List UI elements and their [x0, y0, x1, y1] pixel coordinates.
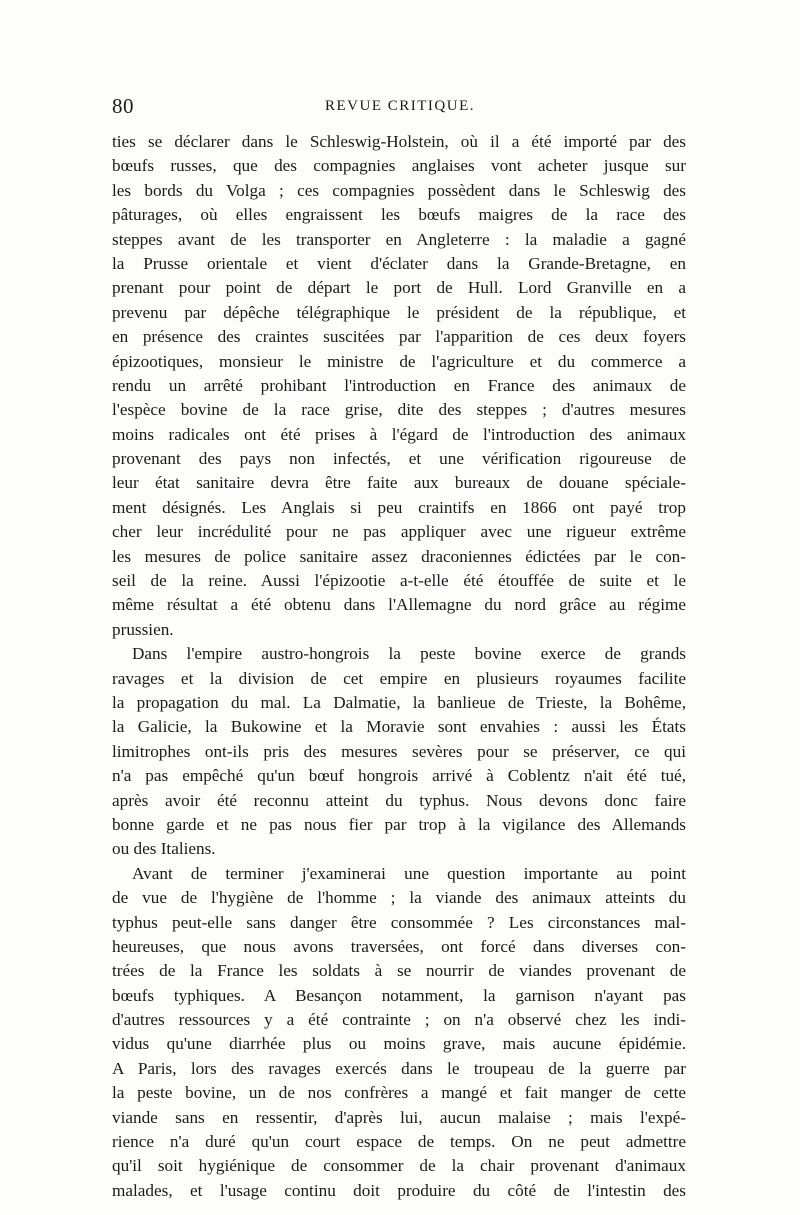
text-line: ment désignés. Les Anglais si peu craintifs en 1866 ont payé trop [112, 497, 686, 517]
text-line: la Prusse orientale et vient d'éclater dans la Grande-Bretagne, en [112, 253, 686, 273]
text-line: heureuses, que nous avons traversées, ont forcé dans diverses con- [112, 936, 686, 956]
running-title: REVUE CRITIQUE. [325, 98, 475, 114]
text-line: prenant pour point de départ le port de Hull. Lord Granville en a [112, 278, 686, 298]
text-line: leur état sanitaire devra être faite aux bureaux de douane spéciale- [112, 473, 686, 493]
text-line: bœufs typhiques. A Besançon notamment, la garnison n'ayant pas [112, 985, 686, 1005]
text-line: la Galicie, la Bukowine et la Moravie sont envahies : aussi les États [112, 717, 686, 737]
text-line: la propagation du mal. La Dalmatie, la banlieue de Trieste, la Bohême, [112, 692, 686, 712]
text-line: après avoir été reconnu atteint du typhus. Nous devons donc faire [112, 790, 686, 810]
text-line: Dans l'empire austro-hongrois la peste bovine exerce de grands [132, 644, 686, 664]
text-line: provenant des pays non infectés, et une vérification rigoureuse de [112, 449, 686, 469]
text-line: limitrophes ont-ils pris des mesures sevères pour se préserver, ce qui [112, 741, 686, 761]
text-line: Avant de terminer j'examinerai une question importante au point [132, 863, 686, 883]
page-number: 80 [112, 94, 134, 118]
text-line: l'espèce bovine de la race grise, dite des steppes ; d'autres mesures [112, 400, 686, 420]
text-line: ties se déclarer dans le Schleswig-Holstein, où il a été importé par des [112, 132, 686, 151]
text-line: rendu un arrêté prohibant l'introduction en France des animaux de [112, 375, 686, 395]
text-line: épizootiques, monsieur le ministre de l'agriculture et du commerce a [112, 351, 686, 371]
text-line: viande sans en ressentir, d'après lui, aucun malaise ; mais l'expé- [112, 1107, 686, 1127]
text-line: qu'il soit hygiénique de consommer de la chair provenant d'animaux [112, 1156, 686, 1176]
text-line: en présence des craintes suscitées par l'apparition de ces deux foyers [112, 327, 686, 347]
text-line: typhus peut-elle sans danger être consommée ? Les circonstances mal- [112, 912, 686, 932]
text-line: vidus qu'une diarrhée plus ou moins grave, mais aucune épidémie. [112, 1034, 686, 1054]
text-line: bonne garde et ne pas nous fier par trop à la vigilance des Allemands [112, 814, 686, 834]
text-line: prevenu par dépêche télégraphique le président de la république, et [112, 302, 686, 322]
text-line: ravages et la division de cet empire en plusieurs royaumes facilite [112, 668, 686, 688]
text-line: bœufs russes, que des compagnies anglaises vont acheter jusque sur [112, 156, 686, 176]
text-line: A Paris, lors des ravages exercés dans le troupeau de la guerre par [112, 1058, 686, 1078]
text-line: steppes avant de les transporter en Angleterre : la maladie a gagné [112, 229, 686, 249]
text-line: trées de la France les soldats à se nourrir de viandes provenant de [112, 961, 686, 981]
page-header [112, 94, 688, 124]
text-line: les bords du Volga ; ces compagnies possèdent dans le Schleswig des [112, 180, 686, 200]
text-line: de vue de l'hygiène de l'homme ; la viande des animaux atteints du [112, 888, 686, 908]
text-line: malades, et l'usage continu doit produire du côté de l'intestin des [112, 1180, 686, 1200]
body-text [112, 130, 686, 1203]
text-line: prussien. [112, 619, 174, 639]
text-line: n'a pas empêché qu'un bœuf hongrois arrivé à Coblentz n'ait été tué, [112, 766, 686, 786]
text-line: moins radicales ont été prises à l'égard de l'introduction des animaux [112, 424, 686, 444]
text-line: la peste bovine, un de nos confrères a mangé et fait manger de cette [112, 1083, 686, 1103]
text-line: pâturages, où elles engraissent les bœufs maigres de la race des [112, 205, 686, 225]
text-line: rience n'a duré qu'un court espace de temps. On ne peut admettre [112, 1132, 686, 1152]
text-line: même résultat a été obtenu dans l'Allemagne du nord grâce au régime [112, 595, 686, 615]
text-line: les mesures de police sanitaire assez draconiennes édictées par le con- [112, 546, 686, 566]
text-line: cher leur incrédulité pour ne pas appliquer avec une rigueur extrême [112, 522, 686, 542]
text-line: seil de la reine. Aussi l'épizootie a-t-elle été étouffée de suite et le [112, 571, 686, 591]
text-line: ou des Italiens. [112, 839, 216, 859]
text-line: d'autres ressources y a été contrainte ; on n'a observé chez les indi- [112, 1010, 686, 1030]
